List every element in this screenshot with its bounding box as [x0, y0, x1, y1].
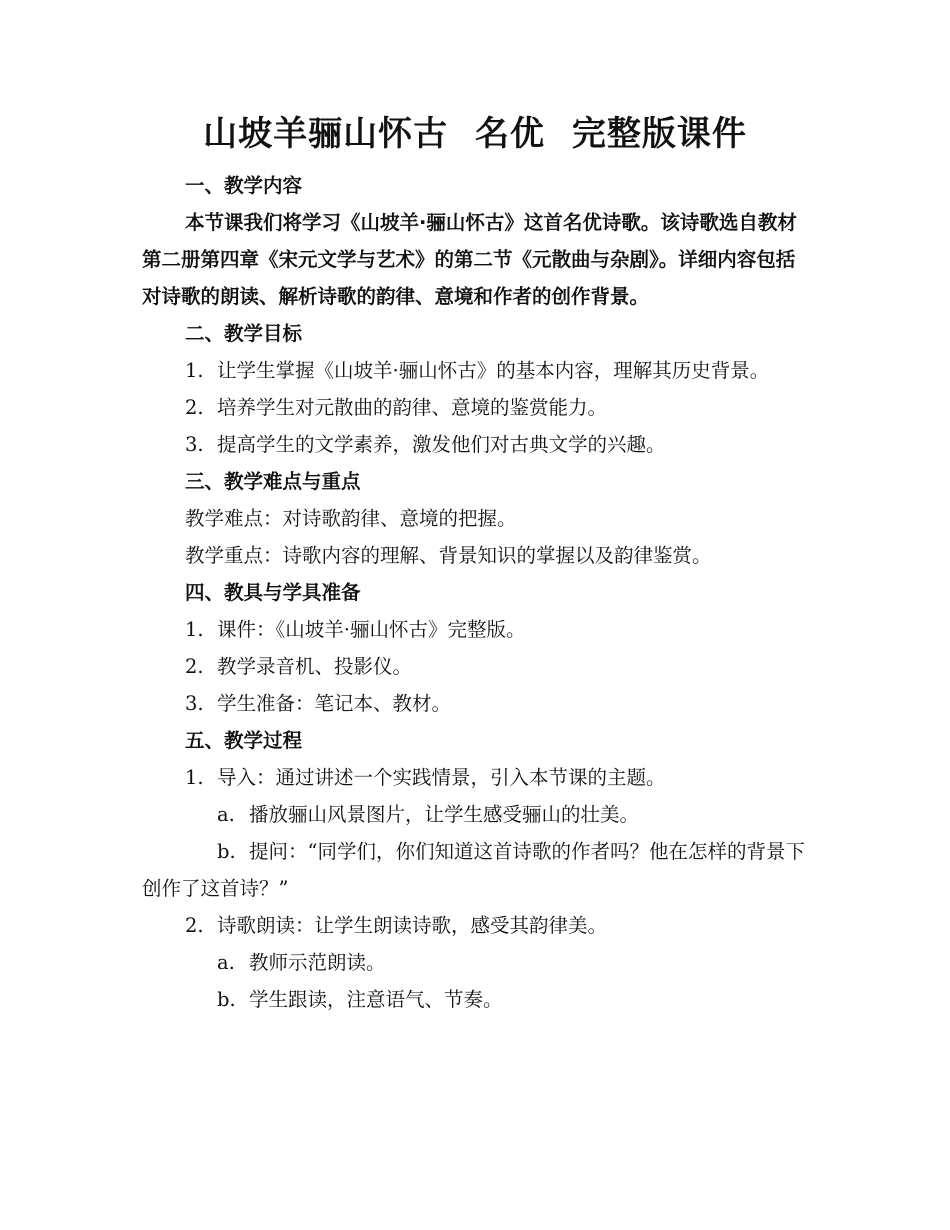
process-substep-letter: b. [217, 988, 236, 1011]
goal-item [142, 389, 810, 426]
process-step [142, 759, 810, 796]
document-body [142, 167, 810, 1018]
page-title: 山坡羊骊山怀古 名优 完整版课件 [203, 114, 747, 154]
process-substep-text: 学生跟读，注意语气、节奏。 [249, 988, 503, 1011]
material-item-text: 学生准备：笔记本、教材。 [217, 692, 452, 715]
teaching-difficulty: 教学难点：对诗歌韵律、意境的把握。 [185, 507, 517, 530]
goal-item-text: 提高学生的文学素养，激发他们对古典文学的兴趣。 [217, 433, 666, 456]
material-item [142, 611, 810, 648]
process-substep-text: 提问：“同学们，你们知道这首诗歌的作者吗？他在怎样的背景下创作了这首诗？” [142, 840, 805, 900]
process-step-text: 导入：通过讲述一个实践情景，引入本节课的主题。 [217, 766, 666, 789]
section-heading-materials: 四、教具与学具准备 [185, 581, 361, 604]
teaching-key-point: 教学重点：诗歌内容的理解、背景知识的掌握以及韵律鉴赏。 [185, 544, 712, 567]
process-step-text: 诗歌朗读：让学生朗读诗歌，感受其韵律美。 [217, 914, 608, 937]
section-heading-teaching-goals: 二、教学目标 [185, 322, 303, 345]
process-substep-letter: a. [217, 803, 235, 826]
material-item-number: 1. [185, 618, 204, 641]
goal-item-number: 1. [185, 359, 204, 382]
goal-item [142, 352, 810, 389]
process-substep [142, 981, 810, 1018]
process-substep-text: 播放骊山风景图片，让学生感受骊山的壮美。 [249, 803, 640, 826]
material-item-text: 教学录音机、投影仪。 [217, 655, 413, 678]
process-substep-letter: a. [217, 951, 235, 974]
section-heading-teaching-content: 一、教学内容 [185, 174, 303, 197]
section-heading-difficulties: 三、教学难点与重点 [185, 470, 361, 493]
process-substep-text: 教师示范朗读。 [249, 951, 386, 974]
teaching-content-paragraph: 本节课我们将学习《山坡羊·骊山怀古》这首名优诗歌。该诗歌选自教材第二册第四章《宋元文学与艺术》的第二节《元散曲与杂剧》。详细内容包括对诗歌的朗读、解析诗歌的韵律、意境和作者的创作背景。 [142, 211, 797, 308]
goal-item-text: 培养学生对元散曲的韵律、意境的鉴赏能力。 [217, 396, 608, 419]
process-step-number: 1. [185, 766, 204, 789]
goal-item [142, 426, 810, 463]
section-heading-process: 五、教学过程 [185, 729, 303, 752]
process-step [142, 907, 810, 944]
material-item [142, 648, 810, 685]
process-substep [142, 944, 810, 981]
goal-item-number: 2. [185, 396, 204, 419]
process-substep [142, 796, 810, 833]
material-item [142, 685, 810, 722]
process-step-number: 2. [185, 914, 204, 937]
goal-item-number: 3. [185, 433, 204, 456]
process-substep [142, 833, 810, 907]
process-substep-letter: b. [217, 840, 236, 863]
goal-item-text: 让学生掌握《山坡羊·骊山怀古》的基本内容，理解其历史背景。 [217, 359, 770, 382]
material-item-text: 课件：《山坡羊·骊山怀古》完整版。 [217, 618, 526, 641]
material-item-number: 2. [185, 655, 204, 678]
material-item-number: 3. [185, 692, 204, 715]
